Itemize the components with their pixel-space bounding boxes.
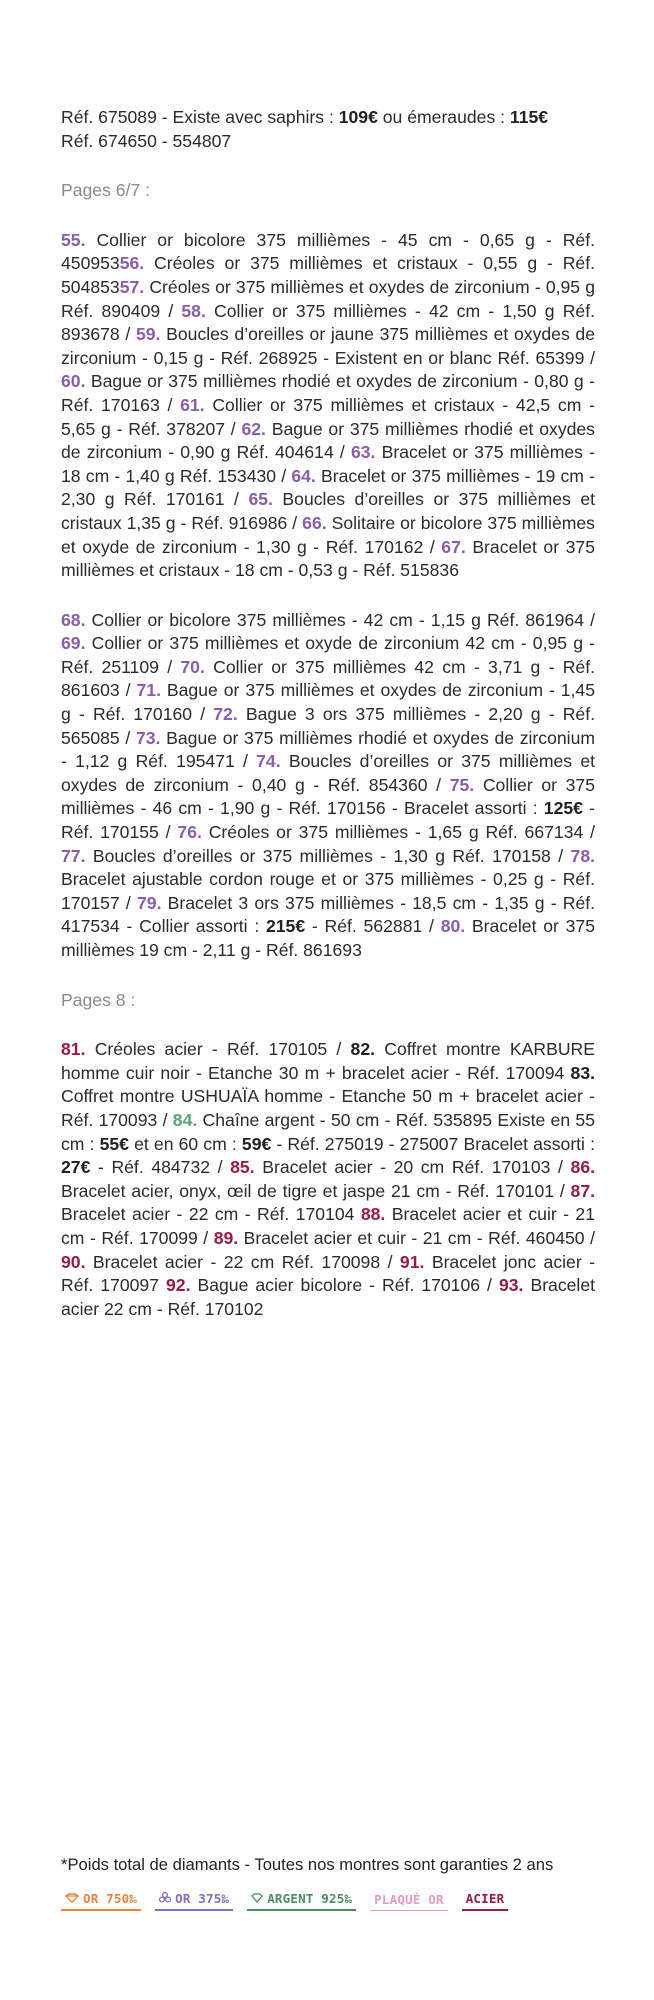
item-description: - Réf. 484732 / xyxy=(90,1157,231,1178)
badge-argent-925 xyxy=(247,1889,356,1911)
intro-line2: Réf. 674650 - 554807 xyxy=(61,130,232,151)
item-number: 76. xyxy=(177,822,202,843)
badge-plaque-or xyxy=(370,1890,448,1911)
price-emerald: 115€ xyxy=(509,107,549,127)
item-price: 215€ xyxy=(265,916,306,937)
badge-acier xyxy=(462,1889,509,1911)
item-number: 70. xyxy=(180,656,205,677)
item-number: 84. xyxy=(172,1109,198,1130)
item-description: Bracelet or 375 millièmes - 18 cm - 1,40 g Réf. 153430 / xyxy=(61,442,595,486)
intro-paragraph xyxy=(61,106,595,153)
item-description: Bracelet 3 ors 375 millièmes - 18,5 cm - 1,35 g - Réf. 417534 - Collier assorti : xyxy=(61,892,596,937)
item-description: Collier or 375 millièmes 42 cm - 3,71 g - Réf. 861603 / xyxy=(61,656,595,701)
item-number: 67. xyxy=(441,536,466,557)
item-number: 81. xyxy=(61,1039,86,1060)
intro-line1-a: Réf. 675089 - Existe avec saphirs : xyxy=(61,107,339,127)
item-description: Chaîne argent - 50 cm - Réf. 535895 Existe en 55 cm : xyxy=(61,1109,595,1154)
item-number: 88. xyxy=(360,1204,386,1225)
item-description: Bracelet ajustable cordon rouge et or 375 millièmes - 0,25 g - Réf. 170157 / xyxy=(61,869,595,913)
item-number: 60. xyxy=(61,371,86,392)
item-description: Coffret montre USHUAÏA homme - Etanche 50 m + bracelet acier - Réf. 170093 / xyxy=(61,1086,595,1130)
item-description: Coffret montre KARBURE homme cuir noir - Etanche 30 m + bracelet acier - Réf. 170094 xyxy=(61,1039,595,1083)
item-description: Solitaire or bicolore 375 millièmes et oxyde de zirconium - 1,30 g - Réf. 170162 / xyxy=(61,512,595,557)
item-number: 80. xyxy=(440,916,466,937)
item-number: 66. xyxy=(302,512,327,533)
item-number: 59. xyxy=(135,324,161,345)
item-number: 92. xyxy=(166,1275,191,1296)
item-description: Bague or 375 millièmes rhodié et oxydes de zirconium - 1,12 g Réf. 195471 / xyxy=(61,727,596,772)
item-number: 62. xyxy=(241,418,266,439)
badge-label: PLAQUÉ OR xyxy=(374,1891,444,1907)
item-description: Bague acier bicolore - Réf. 170106 / xyxy=(190,1275,499,1296)
item-number: 71. xyxy=(136,680,161,701)
intro-line1-b: ou émeraudes : xyxy=(377,107,510,127)
item-number: 68. xyxy=(61,609,86,630)
item-description: Bracelet acier 22 cm - Réf. 170102 xyxy=(61,1275,595,1319)
item-number: 73. xyxy=(135,727,161,748)
section2-paragraph xyxy=(61,609,595,963)
item-number: 56. xyxy=(119,253,145,274)
item-description: Bague or 375 millièmes et oxydes de zirconium - 1,45 g - Réf. 170160 / xyxy=(61,680,596,725)
item-description: Créoles or 375 millièmes et cristaux - 0,55 g - Réf. 504853 xyxy=(61,253,595,297)
badge-or-750 xyxy=(61,1889,141,1911)
item-description: Collier or 375 millièmes et cristaux - 42,5 cm - 5,65 g - Réf. 378207 / xyxy=(61,394,595,439)
item-description: et en 60 cm : xyxy=(128,1133,242,1154)
trefoil-icon xyxy=(159,1892,171,1906)
item-description: Boucles d’oreilles or 375 millièmes et oxydes de zirconium - 0,40 g - Réf. 854360 / xyxy=(61,751,595,795)
item-number: 61. xyxy=(180,394,205,415)
item-number: 77. xyxy=(61,845,86,866)
item-description: Bracelet acier et cuir - 21 cm - Réf. 170099 / xyxy=(61,1204,595,1248)
badge-label: OR 375‰ xyxy=(175,1891,230,1906)
diamond-icon xyxy=(251,1892,263,1906)
item-number: 64. xyxy=(291,465,316,486)
item-number: 58. xyxy=(181,300,206,321)
item-description: Bracelet acier, onyx, œil de tigre et jaspe 21 cm - Réf. 170101 / xyxy=(61,1180,571,1201)
catalog-text xyxy=(61,106,595,1321)
item-description: Bague or 375 millièmes rhodié et oxydes de zirconium - 0,90 g Réf. 404614 / xyxy=(61,418,595,463)
badge-label: OR 750‰ xyxy=(83,1891,138,1906)
item-number: 78. xyxy=(570,845,595,866)
item-description: Collier or 375 millièmes - 46 cm - 1,90 g - Réf. 170156 - Bracelet assorti : xyxy=(61,774,595,819)
item-description: Collier or 375 millièmes et oxyde de zirconium 42 cm - 0,95 g - Réf. 251109 / xyxy=(61,633,595,677)
item-description: Bracelet acier - 20 cm Réf. 170103 / xyxy=(254,1157,571,1178)
footer-note: *Poids total de diamants - Toutes nos montres sont garanties 2 ans xyxy=(61,1855,554,1874)
price-sapphire: 109€ xyxy=(338,107,378,127)
item-price: 27€ xyxy=(61,1157,91,1178)
item-description: Collier or bicolore 375 millièmes - 42 cm - 1,15 g Réf. 861964 / xyxy=(85,609,595,630)
item-number: 79. xyxy=(137,892,162,913)
badge-or-375 xyxy=(155,1889,233,1911)
item-description: Bracelet acier - 22 cm Réf. 170098 / xyxy=(85,1251,400,1272)
section-heading-pages-6-7: Pages 6/7 : xyxy=(61,180,151,201)
badge-label: ACIER xyxy=(465,1891,505,1906)
item-number: 74. xyxy=(256,751,281,772)
item-number: 82. xyxy=(350,1039,376,1060)
badge-label: ARGENT 925‰ xyxy=(267,1891,353,1906)
item-number: 57. xyxy=(119,276,145,297)
item-number: 72. xyxy=(213,704,238,725)
item-number: 90. xyxy=(61,1251,86,1272)
item-price: 59€ xyxy=(241,1133,272,1154)
item-number: 87. xyxy=(570,1180,595,1201)
item-description: Bracelet or 375 millièmes et cristaux - 18 cm - 0,53 g - Réf. 515836 xyxy=(61,536,595,581)
section1-paragraph xyxy=(61,229,595,583)
item-description: Collier or 375 millièmes - 42 cm - 1,50 g Réf. 893678 / xyxy=(61,300,595,345)
item-description: Bracelet or 375 millièmes - 19 cm - 2,30 g Réf. 170161 / xyxy=(61,465,595,510)
item-description: Créoles or 375 millièmes - 1,65 g Réf. 667134 / xyxy=(201,822,595,843)
item-description: Bracelet acier - 22 cm - Réf. 170104 xyxy=(61,1204,361,1225)
item-number: 83. xyxy=(570,1062,595,1083)
item-number: 91. xyxy=(399,1251,425,1272)
metal-legend xyxy=(61,1888,508,1912)
item-description: Créoles acier - Réf. 170105 / xyxy=(85,1039,351,1060)
item-description: Bracelet jonc acier - Réf. 170097 xyxy=(61,1251,595,1296)
diamond-wing-icon xyxy=(65,1892,79,1906)
item-description: - Réf. 562881 / xyxy=(305,916,441,937)
item-number: 75. xyxy=(449,774,475,795)
item-description: - Réf. 170155 / xyxy=(61,798,595,843)
item-description: Boucles d’oreilles or 375 millièmes - 1,30 g Réf. 170158 / xyxy=(85,845,571,866)
item-number: 93. xyxy=(498,1275,524,1296)
item-price: 55€ xyxy=(99,1133,129,1154)
section-heading-pages-8: Pages 8 : xyxy=(61,989,136,1010)
item-description: Bracelet acier et cuir - 21 cm - Réf. 460450 / xyxy=(238,1227,595,1248)
item-description: Bague or 375 millièmes rhodié et oxydes de zirconium - 0,80 g - Réf. 170163 / xyxy=(61,371,595,415)
item-description: Collier or bicolore 375 millièmes - 45 cm - 0,65 g - Réf. 450953 xyxy=(61,229,595,274)
item-description: Bague 3 ors 375 millièmes - 2,20 g - Réf. 565085 / xyxy=(61,704,595,748)
item-price: 125€ xyxy=(543,798,583,819)
item-number: 65. xyxy=(248,489,273,510)
item-number: 86. xyxy=(570,1157,595,1178)
item-number: 63. xyxy=(350,442,376,463)
section3-paragraph xyxy=(61,1038,595,1321)
item-number: 69. xyxy=(61,633,86,654)
item-description: - Réf. 275019 - 275007 Bracelet assorti : xyxy=(271,1133,595,1154)
item-description: Boucles d’oreilles or 375 millièmes et cristaux 1,35 g - Réf. 916986 / xyxy=(61,489,595,533)
item-description: Bracelet or 375 millièmes 19 cm - 2,11 g - Réf. 861693 xyxy=(61,916,595,960)
item-number: 89. xyxy=(213,1227,239,1248)
item-description: Boucles d’oreilles or jaune 375 millièmes et oxydes de zirconium - 0,15 g - Réf. 268925 - Existent en or blanc Réf. 65399 / xyxy=(61,324,595,368)
item-number: 85. xyxy=(230,1157,255,1178)
item-number: 55. xyxy=(61,229,86,250)
item-description: Créoles or 375 millièmes et oxydes de zirconium - 0,95 g Réf. 890409 / xyxy=(61,276,595,321)
